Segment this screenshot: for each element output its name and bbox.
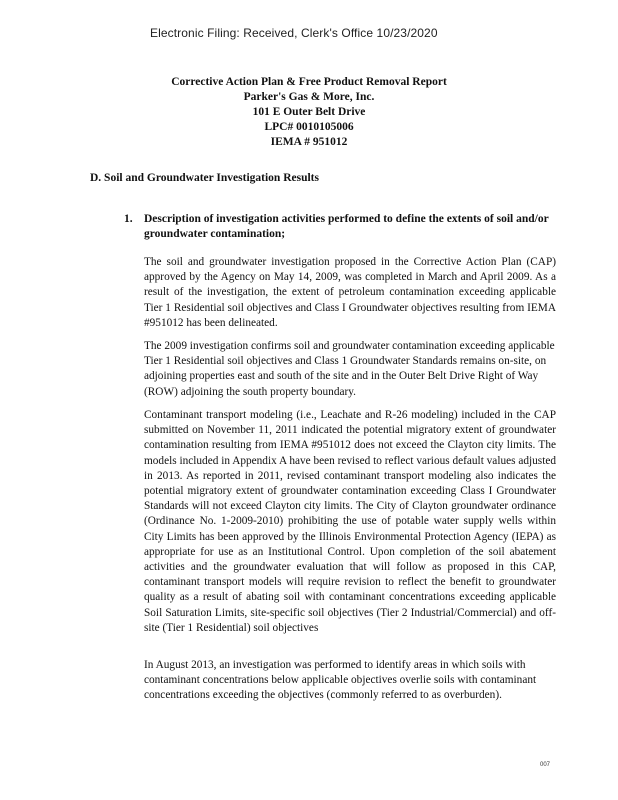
company-name: Parker's Gas & More, Inc. [243,91,375,103]
iema-number: IEMA # 951012 [270,136,348,148]
filing-stamp: Electronic Filing: Received, Clerk's Office 10/23/2020 [150,26,438,40]
paragraph-1: The soil and groundwater investigation proposed in the Corrective Action Plan (CAP) approved by the Agency on May 14, 2009, was completed in March and April 2009. As a result of the investigation, the extent of petroleum contamination exceeding applicable Tier 1 Residential soil objectives and Class I Groundwater objectives resulting from IEMA #951012 has been delineated. [144,256,556,329]
site-address: 101 E Outer Belt Drive [252,106,366,118]
numbered-item [124,212,564,242]
paragraph-4: In August 2013, an investigation was performed to identify areas in which soils with contaminant concentrations below applicable objectives overlie soils with contaminant concentrations exceeding the objectives (commonly referred to as overburden). [144,659,537,702]
paragraph-2: The 2009 investigation confirms soil and groundwater contamination exceeding applicable Tier 1 Residential soil objectives and Class 1 Groundwater Standards remains on-site, on adjoining properties east and south of the site and in the Outer Belt Drive Right of Way (ROW) adjoining the south property boundary. [144,340,555,398]
report-header [0,75,618,150]
item-heading: Description of investigation activities performed to define the extents of soil and/or groundwater contamination; [144,213,549,240]
section-title: D. Soil and Groundwater Investigation Results [90,172,319,184]
lpc-number: LPC# 0010105006 [264,121,354,133]
paragraph-3: Contaminant transport modeling (i.e., Leachate and R-26 modeling) included in the CAP submitted on November 11, 2011 indicated the potential migratory extent of groundwater contamination resulting from IEMA #951012 does not exceed the Clayton city limits. The models included in Appendix A have been revised to reflect various default values adjusted in 2013. As reported in 2011, revised contaminant transport modeling also indicates the potential migratory extent of groundwater contamination exceeding Class I Groundwater Standards will not exceed Clayton city limits. The City of Clayton groundwater ordinance (Ordinance No. 1-2009-2010) prohibiting the use of potable water supply wells within City Limits has been approved by the Illinois Environmental Protection Agency (IEPA) as appropriate for use as an Institutional Control. Upon completion of the soil abatement activities and the groundwater evaluation that will follow as proposed in this CAP, contaminant transport models will require revision to reflect the benefit to groundwater quality as a result of abating soil with contaminant concentrations exceeding applicable Soil Saturation Limits, site-specific soil objectives (Tier 2 Industrial/Commercial) and off-site (Tier 1 Residential) soil objectives [144,409,556,634]
item-number: 1. [124,213,133,225]
page-number: 007 [540,762,551,768]
report-title: Corrective Action Plan & Free Product Removal Report [171,76,447,88]
